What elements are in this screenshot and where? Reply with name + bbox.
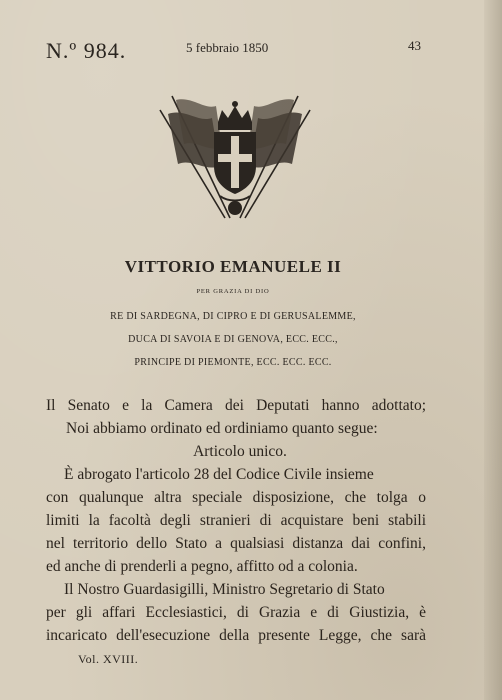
decree-date: 5 febbraio 1850 (186, 40, 269, 55)
body-line-7: nel territorio dello Stato a qualsiasi distanza dai confini, (46, 535, 426, 552)
body-line-9: Il Nostro Guardasigilli, Ministro Segretario di Stato (64, 581, 385, 598)
royal-coat-of-arms-icon (150, 88, 320, 228)
body-line-11: incaricato dell'esecuzione della presente Legge, che sarà (46, 627, 426, 644)
body-line-10: per gli affari Ecclesiastici, di Grazia e di Giustizia, è (46, 604, 426, 621)
body-line-2: Noi abbiamo ordinato ed ordiniamo quanto segue: (66, 420, 378, 437)
body-line-4: È abrogato l'articolo 28 del Codice Civile insieme (64, 466, 374, 483)
page-number: 43 (408, 38, 421, 53)
article-heading: Articolo unico. (193, 443, 287, 460)
volume-footer: Vol. XVIII. (78, 652, 139, 666)
page-edge-shadow (484, 0, 502, 700)
royal-title-line-2: DUCA DI SAVOIA E DI GENOVA, ECC. ECC., (128, 334, 338, 345)
body-line-1: Il Senato e la Camera dei Deputati hanno adottato; (46, 397, 426, 414)
decree-number: N.º 984. (46, 38, 127, 63)
sovereign-name: VITTORIO EMANUELE II (124, 257, 342, 276)
body-line-5: con qualunque altra speciale disposizione, che tolga o (46, 489, 426, 506)
body-line-8: ed anche di prenderli a pegno, affitto od a colonia. (46, 558, 358, 575)
by-grace-line: PER GRAZIA DI DIO (196, 288, 270, 295)
royal-title-line-3: PRINCIPE DI PIEMONTE, ECC. ECC. ECC. (134, 357, 332, 368)
body-line-6: limiti la facoltà degli stranieri di acquistare beni stabili (46, 512, 426, 529)
royal-title-line-1: RE DI SARDEGNA, DI CIPRO E DI GERUSALEMME, (110, 311, 356, 322)
